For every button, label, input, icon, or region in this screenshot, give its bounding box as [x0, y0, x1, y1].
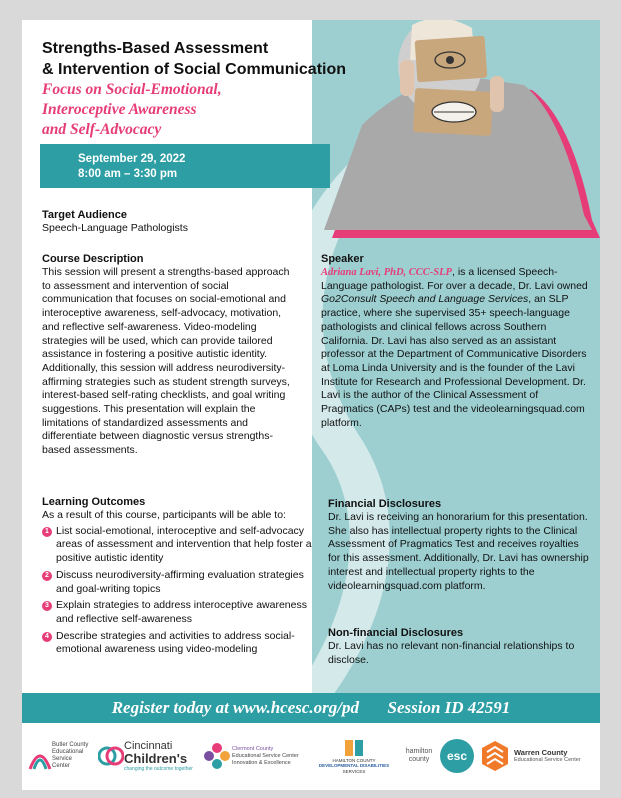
logo-text: county: [408, 756, 430, 763]
clermont-county-esc-logo: [202, 735, 308, 777]
bullet-number: 2: [42, 571, 52, 581]
hamilton-county-dd-logo: [312, 735, 396, 777]
nonfinancial-disclosures-section: [328, 626, 590, 667]
logo-text: hamilton: [405, 748, 433, 755]
logo-text: Center: [52, 763, 71, 769]
logo-text: Educational Service Center: [514, 757, 581, 763]
register-link[interactable]: Register today at www.hcesc.org/pd: [111, 698, 359, 717]
logo-text: Warren County: [514, 748, 568, 757]
dd-mark-icon: [343, 738, 365, 758]
speaker-bio-part-2: , an SLP practice, where she supervised 35+ speech-language pathologists and clinical fellows across Southern California. Dr. Lavi has also served as an assistant professor at the Department of Communicative Disorders at Loma Linda University and is the founder of the Lavi Institute for Research and Professional Development. Dr. Lavi is the author of the Clinical Assessment of Pragmatics (CAPs) test and the videolearningsquad.com platform.: [321, 293, 587, 429]
event-time: 8:00 am – 3:30 pm: [78, 168, 178, 180]
bullet-number: 1: [42, 527, 52, 537]
outcome-text: List social-emotional, interoceptive and self-advocacy areas of assessment and intervention that help foster a positive autistic identity: [56, 524, 312, 565]
subtitle-line-2: Interoceptive Awareness: [42, 101, 197, 118]
list-item: [42, 630, 312, 657]
title-line-2: & Intervention of Social Communication: [42, 61, 347, 78]
event-date-time: [78, 152, 185, 182]
course-description-text: This session will present a strengths-based approach to assessment and intervention of social communication that focuses on social-emotional and interoceptive awareness, self-advocacy, motivation, and reflective self-awareness. Video-modeling strategies will be used, which can provide tailored assistance in fostering a positive autistic identity. Additionally, this session will address neurodiversity-affirming strategies such as student strength surveys, interest-based self-rating checklists, and goal writing suggestions. This presentation will explain the limitations of standardized assessments and differentiate between diagnostic versus strengths-based assessments.: [42, 266, 290, 457]
speaker-bio-part-1: , is a licensed Speech-Language pathologist. For over a decade, Dr. Lavi owned: [321, 266, 588, 292]
flyer-title: [42, 38, 362, 80]
logo-text: Innovation & Excellence: [232, 759, 291, 766]
flyer-sheet: [22, 20, 600, 790]
flower-icon: [202, 741, 232, 771]
logo-text: Cincinnati: [124, 740, 173, 752]
warren-hexagon-icon: [480, 740, 510, 772]
logo-text: Educational: [52, 749, 84, 755]
financial-disclosures-section: [328, 497, 590, 593]
financial-disclosures-text: Dr. Lavi is receiving an honorarium for this presentation. She also has intellectual property rights to the Clinical Assessment of Pragmatics Test and receives royalties for this assessment. Additionally, Dr. Lavi has ownership interest and intellectual property rights to the videolearningsquad.com platform.: [328, 511, 589, 592]
logo-text: esc: [440, 739, 474, 773]
title-line-1: Strengths-Based Assessment: [42, 40, 269, 57]
course-description-section: [42, 252, 294, 458]
logo-text: Educational Service Center: [232, 752, 299, 759]
logo-text: Butler County: [52, 742, 89, 748]
list-item: [42, 599, 312, 626]
register-banner: [22, 693, 600, 723]
logo-text: HAMILTON COUNTY: [332, 757, 376, 763]
logo-text: SERVICES: [342, 768, 366, 774]
list-item: [42, 525, 312, 566]
speaker-bio: [321, 266, 593, 430]
logo-text: DEVELOPMENTAL DISABILITIES: [318, 763, 390, 769]
session-id: Session ID 42591: [387, 698, 511, 717]
butler-county-esc-logo: [28, 735, 94, 777]
rainbow-arc-icon: [28, 741, 52, 771]
cincinnati-childrens-logo: [98, 735, 198, 777]
esc-logo: [440, 735, 476, 777]
target-audience-text: Speech-Language Pathologists: [42, 222, 188, 234]
logo-text: Service: [52, 756, 73, 762]
course-description-heading: Course Description: [42, 253, 144, 265]
speaker-heading: Speaker: [321, 253, 364, 265]
outcome-text: Describe strategies and activities to address social-emotional awareness using video-modeling: [56, 629, 295, 656]
target-audience-heading: Target Audience: [42, 209, 127, 221]
subtitle-line-1: Focus on Social-Emotional,: [42, 81, 222, 98]
speaker-name: Adriana Lavi, PhD, CCC-SLP: [321, 267, 452, 278]
outcome-text: Explain strategies to address interoceptive awareness and reflective self-awareness: [56, 599, 307, 625]
nonfinancial-disclosures-text: Dr. Lavi has no relevant non-financial relationships to disclose.: [328, 640, 575, 666]
sponsor-logos: [22, 723, 600, 790]
flyer-subtitle: [42, 80, 302, 140]
financial-disclosures-heading: Financial Disclosures: [328, 498, 442, 510]
event-date: September 29, 2022: [78, 153, 186, 165]
childrens-heart-icon: [98, 741, 124, 771]
bullet-number: 3: [42, 601, 52, 611]
logo-text: Children's: [124, 751, 188, 766]
logo-text: Clermont County: [232, 745, 274, 752]
learning-outcomes-list: [42, 525, 312, 657]
logo-text: changing the outcome together: [124, 766, 193, 772]
speaker-company: Go2Consult Speech and Language Services: [321, 293, 529, 306]
nonfinancial-disclosures-heading: Non-financial Disclosures: [328, 627, 464, 639]
subtitle-line-3: and Self-Advocacy: [42, 121, 162, 138]
target-audience-section: [42, 208, 302, 236]
learning-outcomes-intro: As a result of this course, participants will be able to:: [42, 509, 286, 521]
learning-outcomes-section: [42, 495, 312, 660]
warren-county-esc-logo: [480, 735, 598, 777]
outcome-text: Discuss neurodiversity-affirming evaluation strategies and goal-writing topics: [56, 568, 304, 595]
speaker-section: [321, 252, 593, 430]
bullet-number: 4: [42, 632, 52, 642]
list-item: [42, 569, 312, 596]
learning-outcomes-heading: Learning Outcomes: [42, 496, 146, 508]
hamilton-county-logo: [400, 735, 438, 777]
